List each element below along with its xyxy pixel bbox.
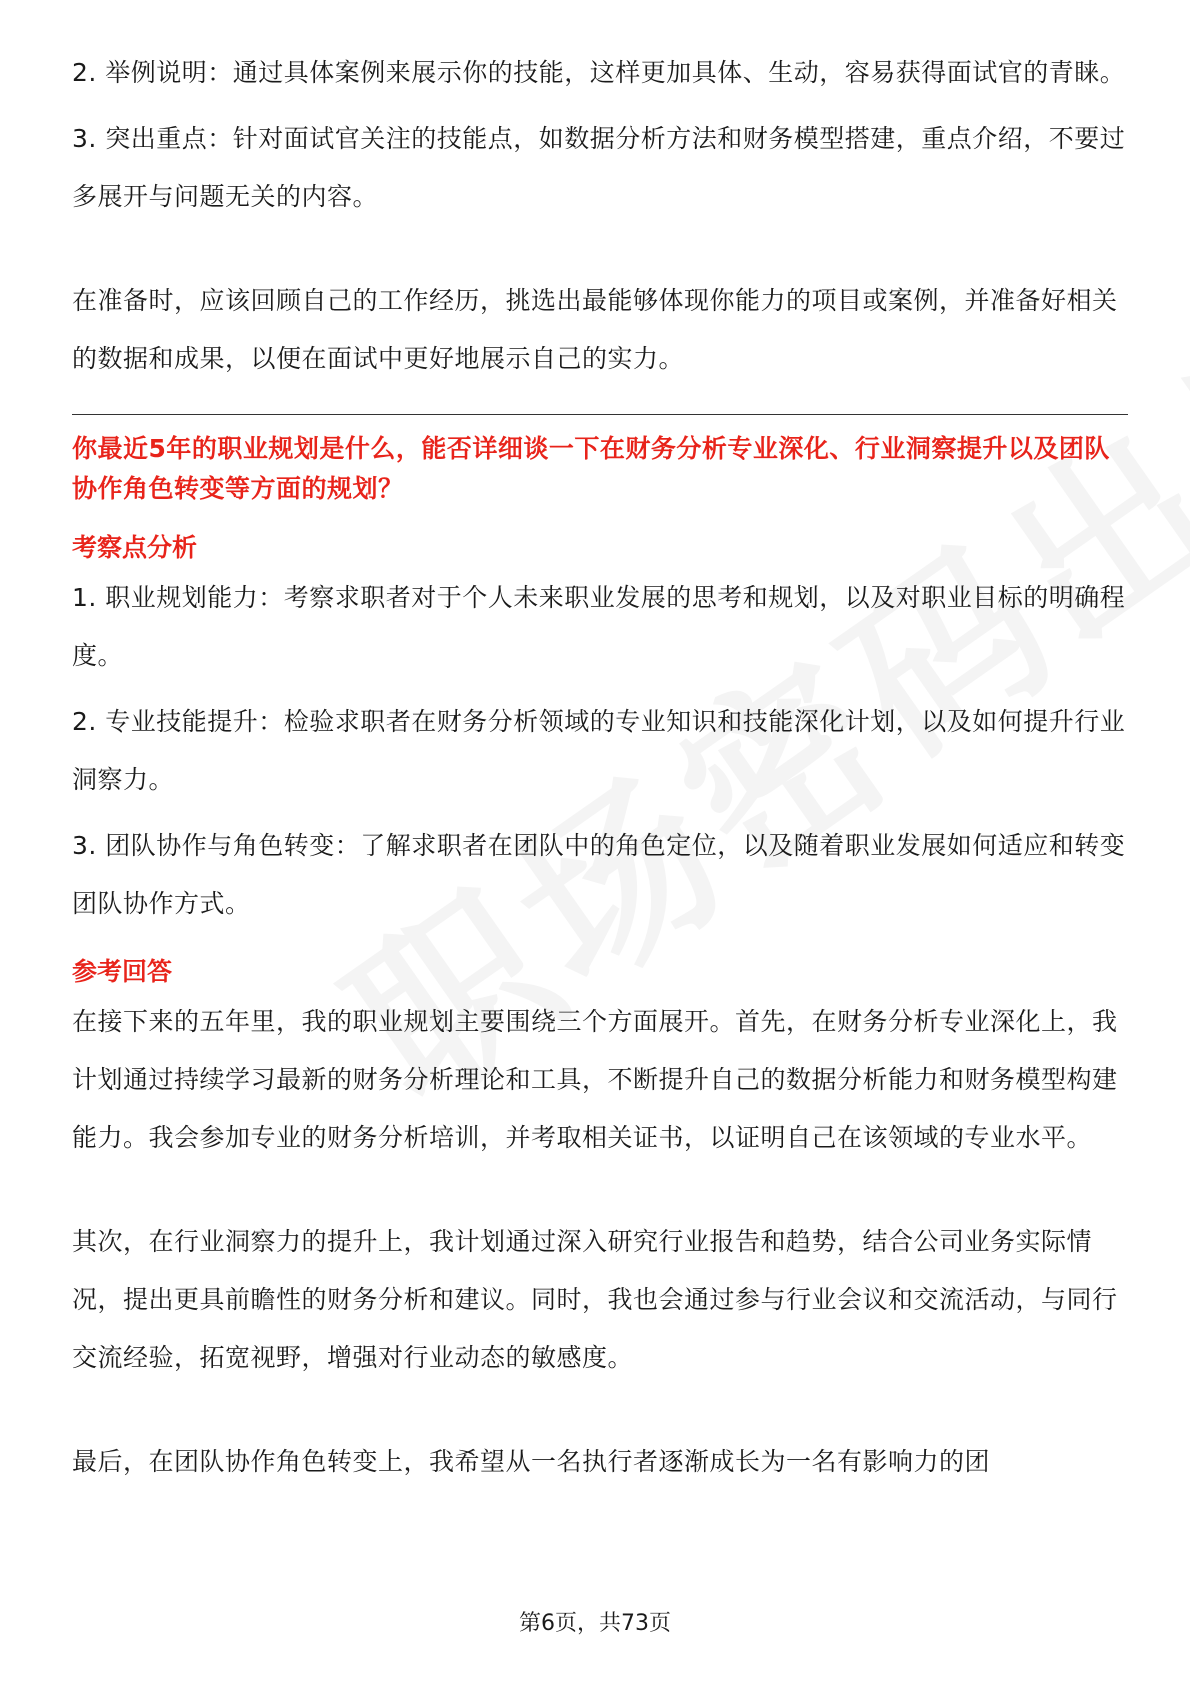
intro-item: 3. 突出重点：针对面试官关注的技能点，如数据分析方法和财务模型搭建，重点介绍，不要过多展开与问题无关的内容。	[72, 124, 1126, 211]
answer-heading: 参考回答	[72, 957, 173, 986]
analysis-item: 1. 职业规划能力：考察求职者对于个人未来职业发展的思考和规划，以及对职业目标的明确程度。	[72, 583, 1126, 670]
intro-summary: 在准备时，应该回顾自己的工作经历，挑选出最能够体现你能力的项目或案例，并准备好相关的数据和成果，以便在面试中更好地展示自己的实力。	[72, 286, 1118, 373]
document-page	[72, 44, 1128, 1491]
analysis-heading: 考察点分析	[72, 533, 198, 562]
analysis-item: 3. 团队协作与角色转变：了解求职者在团队中的角色定位，以及随着职业发展如何适应和转变团队协作方式。	[72, 831, 1126, 918]
analysis-item: 2. 专业技能提升：检验求职者在财务分析领域的专业知识和技能深化计划，以及如何提升行业洞察力。	[72, 707, 1126, 794]
section-divider	[72, 414, 1128, 415]
answer-paragraph: 在接下来的五年里，我的职业规划主要围绕三个方面展开。首先，在财务分析专业深化上，我计划通过持续学习最新的财务分析理论和工具，不断提升自己的数据分析能力和财务模型构建能力。我会参加专业的财务分析培训，并考取相关证书，以证明自己在该领域的专业水平。	[72, 1007, 1118, 1152]
page-number-footer: 第6页，共73页	[519, 1611, 671, 1636]
interview-question: 你最近5年的职业规划是什么，能否详细谈一下在财务分析专业深化、行业洞察提升以及团队协作角色转变等方面的规划？	[72, 434, 1110, 503]
answer-paragraph: 其次，在行业洞察力的提升上，我计划通过深入研究行业报告和趋势，结合公司业务实际情况，提出更具前瞻性的财务分析和建议。同时，我也会通过参与行业会议和交流活动，与同行交流经验，拓宽视野，增强对行业动态的敏感度。	[72, 1227, 1118, 1372]
answer-paragraph: 最后，在团队协作角色转变上，我希望从一名执行者逐渐成长为一名有影响力的团	[72, 1447, 991, 1476]
intro-item: 2. 举例说明：通过具体案例来展示你的技能，这样更加具体、生动，容易获得面试官的青睐。	[72, 58, 1126, 87]
